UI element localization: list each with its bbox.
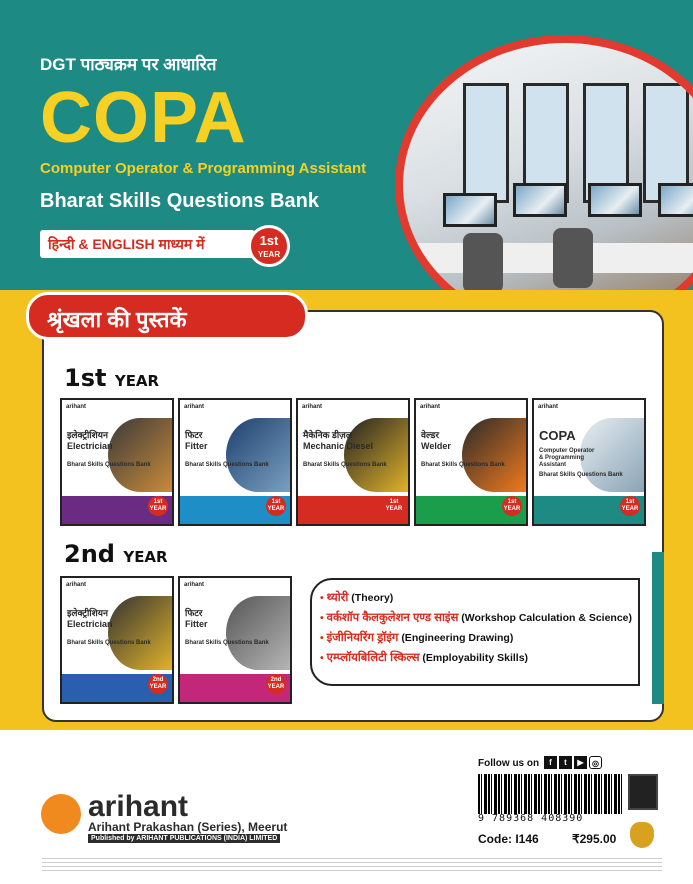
cover-image bbox=[108, 418, 172, 492]
book-cover-electrician-2[interactable] bbox=[60, 576, 174, 704]
year2-heading bbox=[64, 540, 168, 568]
publisher-line: Arihant Prakashan (Series), Meerut bbox=[88, 820, 288, 834]
arihant-mini-logo: arihant bbox=[184, 582, 205, 588]
published-by: Published by ARIHANT PUBLICATIONS (INDIA) LIMITED bbox=[88, 834, 280, 843]
book-cover-welder-1[interactable] bbox=[414, 398, 528, 526]
book-title: इलेक्ट्रीशियन Electrician bbox=[67, 608, 113, 629]
cover-image bbox=[462, 418, 526, 492]
year-badge bbox=[248, 225, 290, 267]
book-cover-mechanic-diesel-1[interactable] bbox=[296, 398, 410, 526]
year2-num: 2nd bbox=[64, 540, 115, 568]
year-badge: 2nd YEAR bbox=[148, 674, 168, 694]
twitter-icon[interactable]: t bbox=[559, 756, 572, 769]
monitor bbox=[588, 183, 642, 217]
cover-image bbox=[108, 596, 172, 670]
cover-image bbox=[226, 418, 290, 492]
arihant-mini-logo: arihant bbox=[420, 404, 441, 410]
series-heading: श्रृंखला की पुस्तकें bbox=[26, 292, 308, 340]
barcode bbox=[478, 774, 623, 814]
series-name: Bharat Skills Questions Bank bbox=[40, 190, 319, 212]
book-cover-fitter-2[interactable] bbox=[178, 576, 292, 704]
book-icon bbox=[628, 774, 658, 810]
year1-label: YEAR bbox=[114, 372, 160, 390]
year-badge: 1st YEAR bbox=[502, 496, 522, 516]
youtube-icon[interactable]: ▶ bbox=[574, 756, 587, 769]
subject-item: • थ्योरी (Theory) bbox=[320, 592, 394, 604]
arihant-mini-logo: arihant bbox=[538, 404, 559, 410]
cover-header bbox=[0, 0, 693, 290]
book-cover-electrician-1[interactable] bbox=[60, 398, 174, 526]
arihant-logo-icon bbox=[41, 794, 81, 834]
year-badge: 1st YEAR bbox=[384, 496, 404, 516]
chair bbox=[553, 228, 593, 288]
arihant-mini-logo: arihant bbox=[66, 404, 87, 410]
subject-item: • इंजीनियरिंग ड्रॉइंग (Engineering Drawing) bbox=[320, 632, 514, 644]
decorative-lines bbox=[42, 858, 662, 874]
book-title: COPA bbox=[539, 428, 576, 443]
book-title: COPA bbox=[40, 78, 247, 158]
desk bbox=[403, 243, 693, 273]
year2-label: YEAR bbox=[123, 548, 168, 566]
year1-heading bbox=[64, 364, 159, 392]
arihant-mini-logo: arihant bbox=[302, 404, 323, 410]
follow-label: Follow us on bbox=[478, 758, 540, 769]
book-title: फिटर Fitter bbox=[185, 430, 208, 451]
book-code: Code: I146 bbox=[478, 832, 539, 846]
book-title: मैकेनिक डीज़ल Mechanic Diesel bbox=[303, 430, 374, 451]
book-series: Bharat Skills Questions Bank bbox=[185, 640, 269, 646]
book-series: Bharat Skills Questions Bank bbox=[185, 462, 269, 468]
subject-item: • वर्कशॉप कैलकुलेशन एण्ड साइंस (Workshop Calculation & Science) bbox=[320, 612, 633, 624]
monitor bbox=[513, 183, 567, 217]
book-series: Bharat Skills Questions Bank bbox=[67, 462, 151, 468]
isbn-digits: 9 789368 408390 bbox=[478, 813, 584, 824]
year-badge: 1st YEAR bbox=[620, 496, 640, 516]
cover-image bbox=[226, 596, 290, 670]
book-price: ₹295.00 bbox=[572, 832, 617, 846]
book-series: Bharat Skills Questions Bank bbox=[539, 472, 623, 478]
monitor bbox=[443, 193, 497, 227]
year-badge: 1st YEAR bbox=[148, 496, 168, 516]
office-photo bbox=[395, 35, 693, 290]
year-badge-num: 1st bbox=[259, 233, 279, 248]
facebook-icon[interactable]: f bbox=[544, 756, 557, 769]
dgt-line: DGT पाठ्यक्रम पर आधारित bbox=[40, 55, 217, 74]
arihant-mini-logo: arihant bbox=[184, 404, 205, 410]
monitor bbox=[658, 183, 693, 217]
book-cover-fitter-1[interactable] bbox=[178, 398, 292, 526]
book-subtitle: Computer Operator & Programming Assistant bbox=[539, 448, 595, 468]
year-badge: 2nd YEAR bbox=[266, 674, 286, 694]
chair bbox=[463, 233, 503, 290]
window bbox=[463, 83, 509, 203]
book-subtitle: Computer Operator & Programming Assistant bbox=[40, 160, 367, 177]
instagram-icon[interactable]: ◎ bbox=[589, 756, 602, 769]
book-series: Bharat Skills Questions Bank bbox=[303, 462, 387, 468]
book-title: इलेक्ट्रीशियन Electrician bbox=[67, 430, 113, 451]
medium-label: हिन्दी & ENGLISH माध्यम में bbox=[40, 230, 255, 258]
book-cover-copa-1[interactable] bbox=[532, 398, 646, 526]
kalash-icon bbox=[630, 822, 654, 848]
book-title: फिटर Fitter bbox=[185, 608, 208, 629]
teal-strip bbox=[652, 552, 664, 704]
book-series: Bharat Skills Questions Bank bbox=[421, 462, 505, 468]
year-badge: 1st YEAR bbox=[266, 496, 286, 516]
year-badge-label: YEAR bbox=[257, 250, 281, 259]
subject-item: • एम्प्लॉयबिलिटी स्किल्स (Employability Skills) bbox=[320, 652, 529, 664]
subjects-list bbox=[310, 578, 640, 686]
arihant-mini-logo: arihant bbox=[66, 582, 87, 588]
brand-name: arihant bbox=[88, 790, 189, 823]
book-series: Bharat Skills Questions Bank bbox=[67, 640, 151, 646]
year1-num: 1st bbox=[64, 364, 107, 392]
book-title: वेल्डर Welder bbox=[421, 430, 451, 451]
